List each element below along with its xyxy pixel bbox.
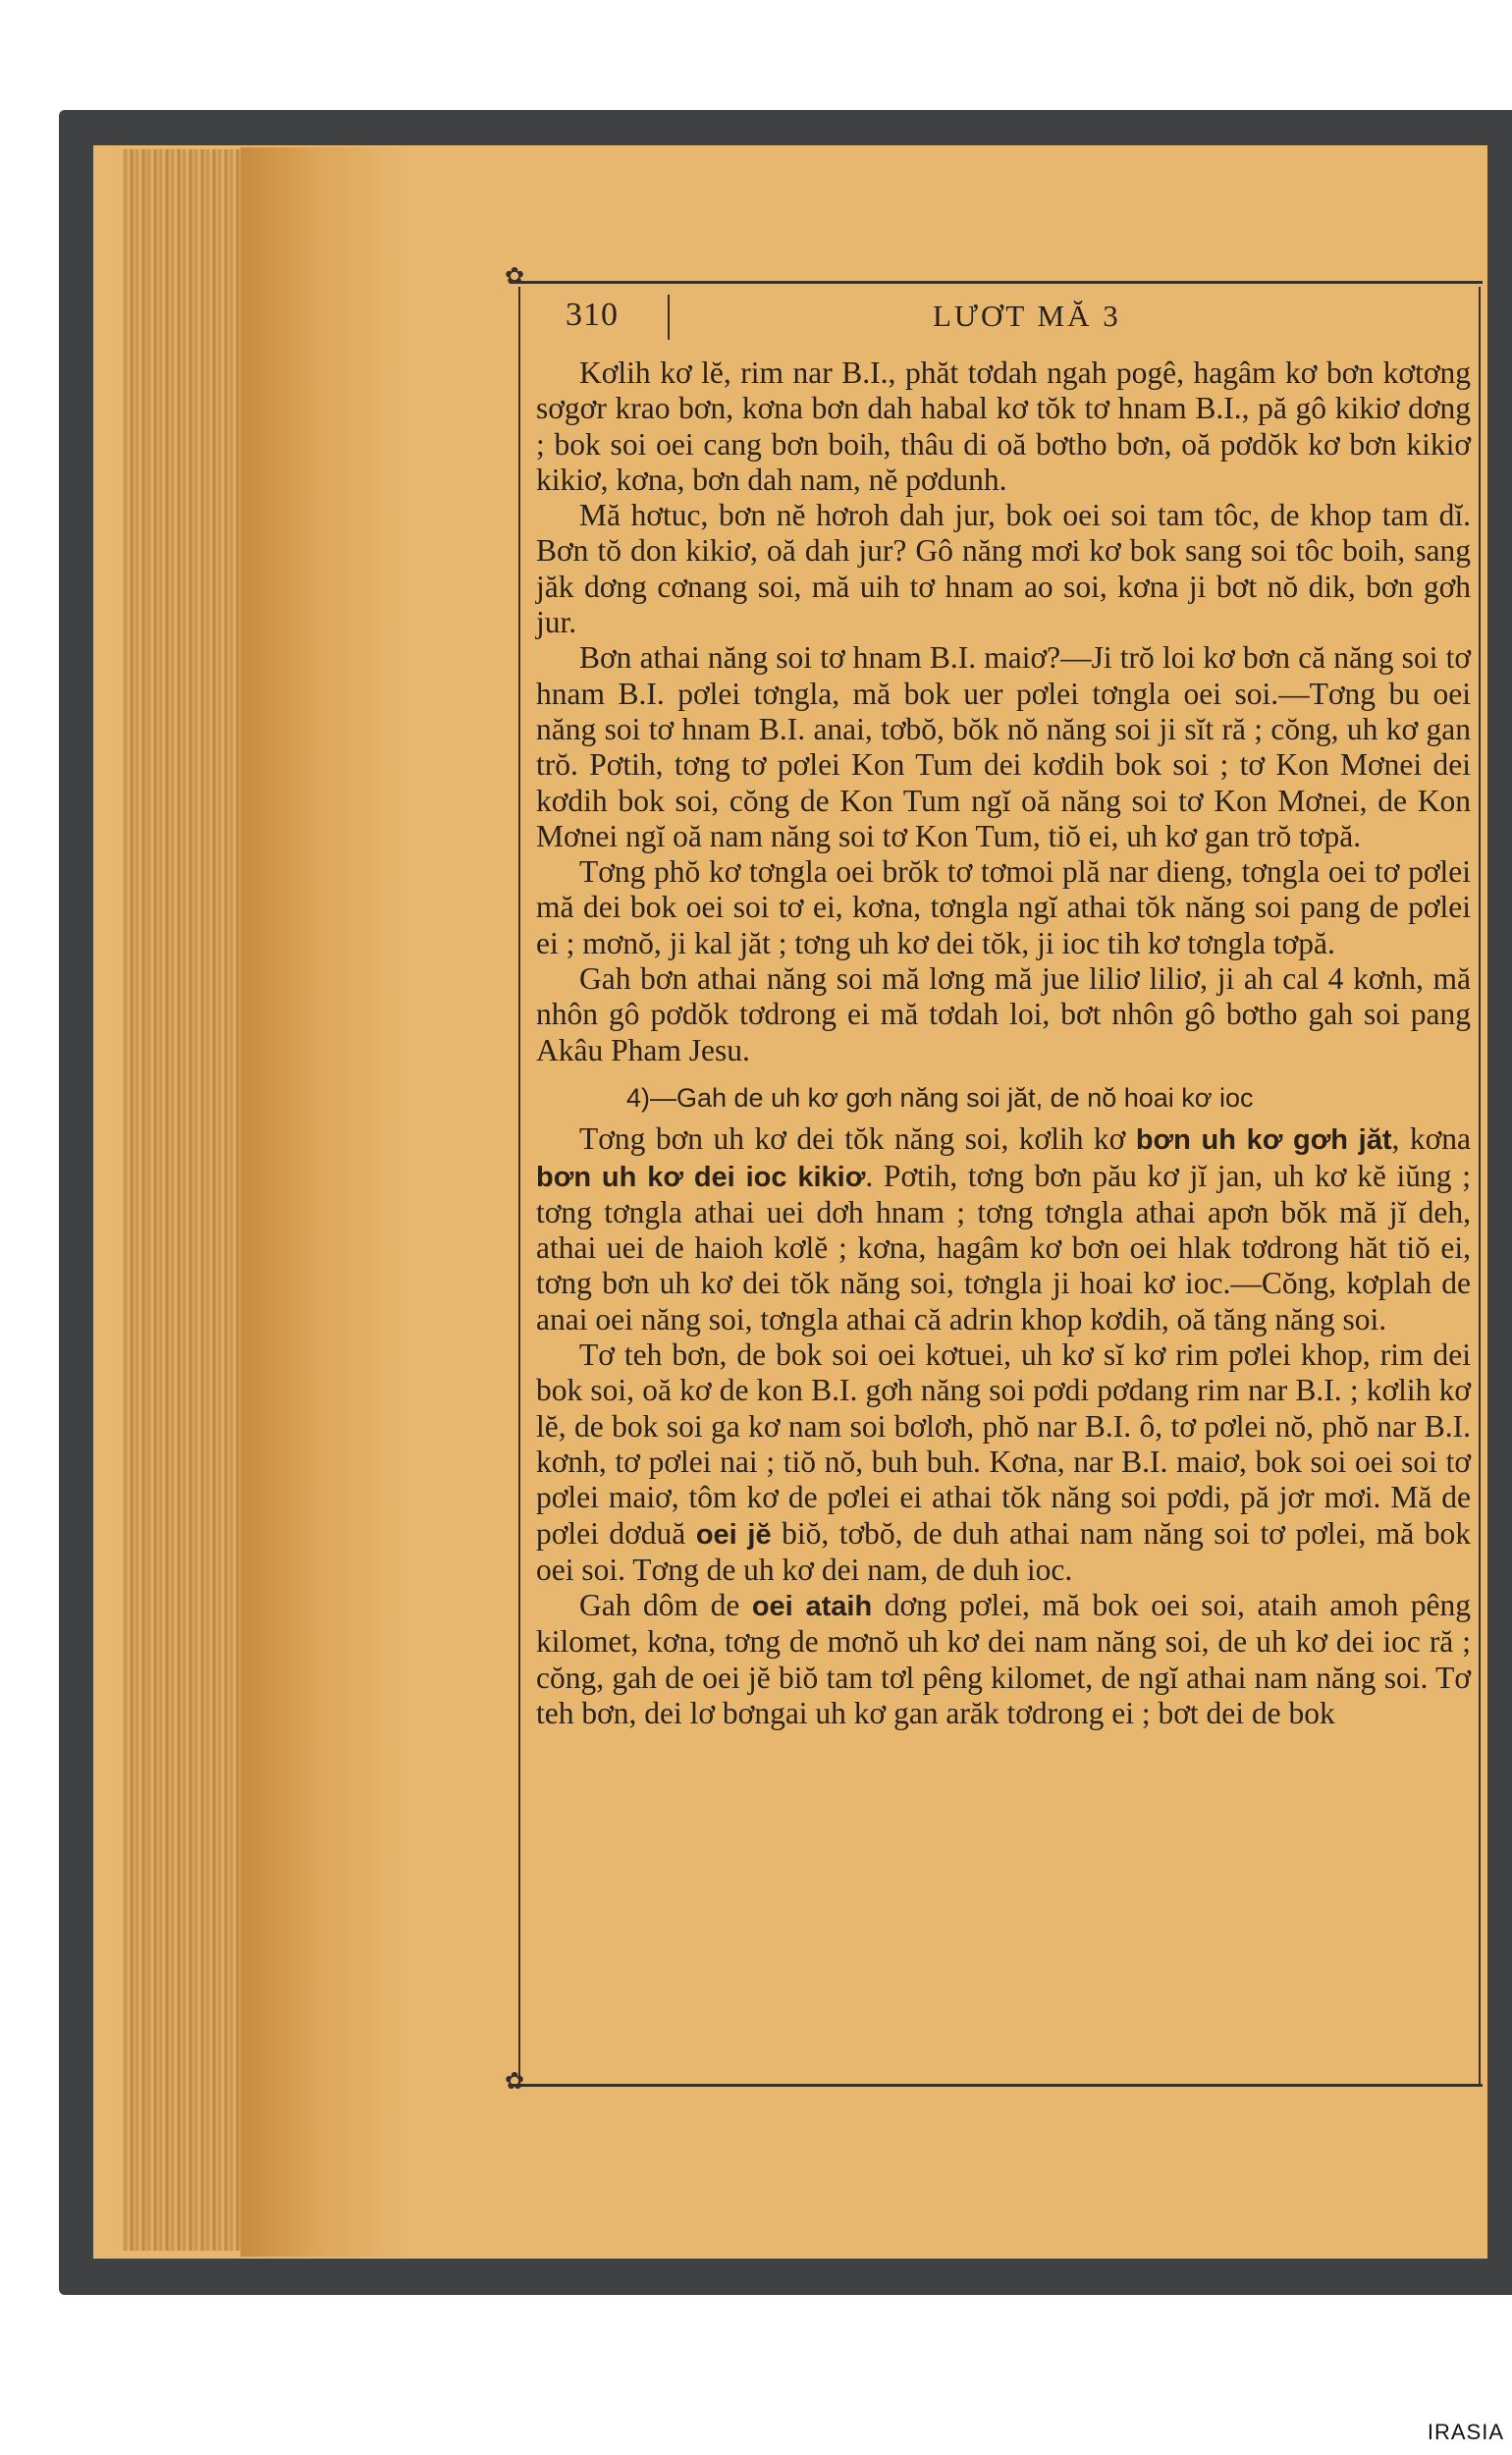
- bold-run: oei ataih: [751, 1591, 873, 1623]
- paragraph: Bơn athai năng soi tơ hnam B.I. maiơ?—Ji trŏ loi kơ bơn că năng soi tơ hnam B.I. pơlei tơngla, mă bok uer pơlei tơngla oei soi.—Tơng bu oei năng soi tơ hnam B.I. anai, tơbŏ, bŏk nŏ năng soi ji sĭt ră ; cŏng, uh kơ gan trŏ. Pơtih, tơng tơ pơlei Kon Tum dei kơdih bok soi ; tơ Kon Mơnei dei kơdih bok soi, cŏng de Kon Tum ngĭ oă năng soi tơ Kon Mơnei, de Kon Mơnei ngĭ oă nam năng soi tơ Kon Tum, tiŏ ei, uh kơ gan trŏ tơpă.: [536, 640, 1471, 853]
- paragraph: [536, 1588, 1471, 1731]
- top-rule: [511, 281, 1483, 284]
- page-gutter: [241, 147, 407, 2257]
- text-run: dơng pơlei, mă bok oei soi, ataih amoh pêng kilomet, kơna, tơng de mơnŏ uh kơ dei nam năng soi, de uh kơ dei ioc ră ; cŏng, gah de oei jĕ biŏ tam tơl pêng kilomet, de ngĭ athai nam năng soi. Tơ teh bơn, dei lơ bơngai uh kơ gan arăk tơdrong ei ; bơt dei de bok: [536, 1588, 1471, 1730]
- text-run: Tơ teh bơn, de bok soi oei kơtuei, uh kơ sĭ kơ rim pơlei khop, rim dei bok soi, oă kơ de kon B.I. gơh năng soi pơdi pơdang rim nar B.I. ; kơlih kơ lĕ, de bok soi ga kơ nam soi bơlơh, phŏ nar B.I. ô, tơ pơlei nŏ, phŏ nar B.I. kơnh, tơ pơlei nai ; tiŏ nŏ, buh buh. Kơna, nar B.I. maiơ, bok soi oei soi tơ pơlei maiơ, tôm kơ de pơlei ei athai tŏk năng soi pơdi, pă jơr mơi. Mă de pơlei dơduă: [536, 1337, 1471, 1551]
- running-title: LƯƠT MĂ 3: [933, 299, 1121, 333]
- header-divider: [668, 295, 670, 340]
- ornament-bottom-left: ✿: [505, 2069, 525, 2095]
- text-run: , kơna: [1391, 1121, 1472, 1157]
- text-run: Gah dôm de: [579, 1588, 752, 1623]
- bold-run: oei jĕ: [695, 1518, 772, 1551]
- left-rule: [518, 287, 520, 2084]
- watermark-label: IRASIA: [1427, 2420, 1504, 2444]
- paragraph: [536, 1121, 1471, 1337]
- page-number: 310: [566, 297, 619, 333]
- text-block: [505, 264, 1483, 2111]
- body-text: [536, 355, 1471, 1731]
- text-run: biŏ, tơbŏ, de duh athai nam năng soi tơ pơlei, mă bok oei soi. Tơng de uh kơ dei nam, de duh ioc.: [536, 1515, 1471, 1587]
- paragraph: Gah bơn athai năng soi mă lơng mă jue liliơ liliơ, ji ah cal 4 kơnh, mă nhôn gô pơdŏk tơdrong ei mă tơdah loi, bơt nhôn gô bơtho gah soi pang Akâu Pham Jesu.: [536, 961, 1471, 1067]
- text-run: . Pơtih, tơng bơn pău kơ jĭ jan, uh kơ kĕ iŭng ; tơng tơngla athai uei dơh hnam ; tơng tơngla athai apơn bŏk mă jĭ deh, athai uei de haioh kơlĕ ; kơna, hagâm kơ bơn oei hlak tơdrong hăt tiŏ ei, tơng bơn uh kơ dei tŏk năng soi, tơngla ji hoai kơ ioc.—Cŏng, kơplah de anai oei năng soi, tơngla athai că adrin khop kơdih, oă tăng năng soi.: [536, 1158, 1471, 1337]
- paragraph: Kơlih kơ lĕ, rim nar B.I., phăt tơdah ngah pogê, hagâm kơ bơn kơtơng sơgơr krao bơn, kơna bơn dah habal kơ tŏk tơ hnam B.I., pă gô kikiơ dơng ; bok soi oei cang bơn boih, thâu di oă bơtho bơn, oă pơdŏk kơ bơn kikiơ kikiơ, kơna, bơn dah nam, nĕ pơdunh.: [536, 355, 1471, 497]
- bottom-rule: [511, 2084, 1483, 2087]
- text-run: Tơng bơn uh kơ dei tŏk năng soi, kơlih kơ: [579, 1121, 1136, 1157]
- section-heading: 4)—Gah de uh kơ gơh năng soi jăt, de nŏ hoai kơ ioc: [626, 1082, 1254, 1113]
- paragraph: Mă hơtuc, bơn nĕ hơroh dah jur, bok oei soi tam tôc, de khop tam dĭ. Bơn tŏ don kikiơ, oă dah jur? Gô năng mơi kơ bok sang soi tôc boih, sang jăk dơng cơnang soi, mă uih tơ hnam ao soi, kơna ji bơt nŏ dik, bơn gơh jur.: [536, 498, 1471, 640]
- bold-run: bơn uh kơ gơh jăt: [1135, 1124, 1392, 1157]
- ornament-top-left: ✿: [505, 264, 525, 290]
- paragraph: Tơng phŏ kơ tơngla oei brŏk tơ tơmoi plă nar dieng, tơngla oei tơ pơlei mă dei bok oei soi tơ ei, kơna, tơngla ngĭ athai tŏk năng soi pang de pơlei ei ; mơnŏ, ji kal jăt ; tơng uh kơ dei tŏk, ji ioc tih kơ tơngla tơpă.: [536, 854, 1471, 960]
- page-header: [511, 295, 1483, 340]
- page-edges: [123, 149, 241, 2251]
- paragraph: [536, 1337, 1471, 1588]
- bold-run: bơn uh kơ dei ioc kikiơ: [536, 1161, 866, 1193]
- right-rule: [1479, 287, 1481, 2084]
